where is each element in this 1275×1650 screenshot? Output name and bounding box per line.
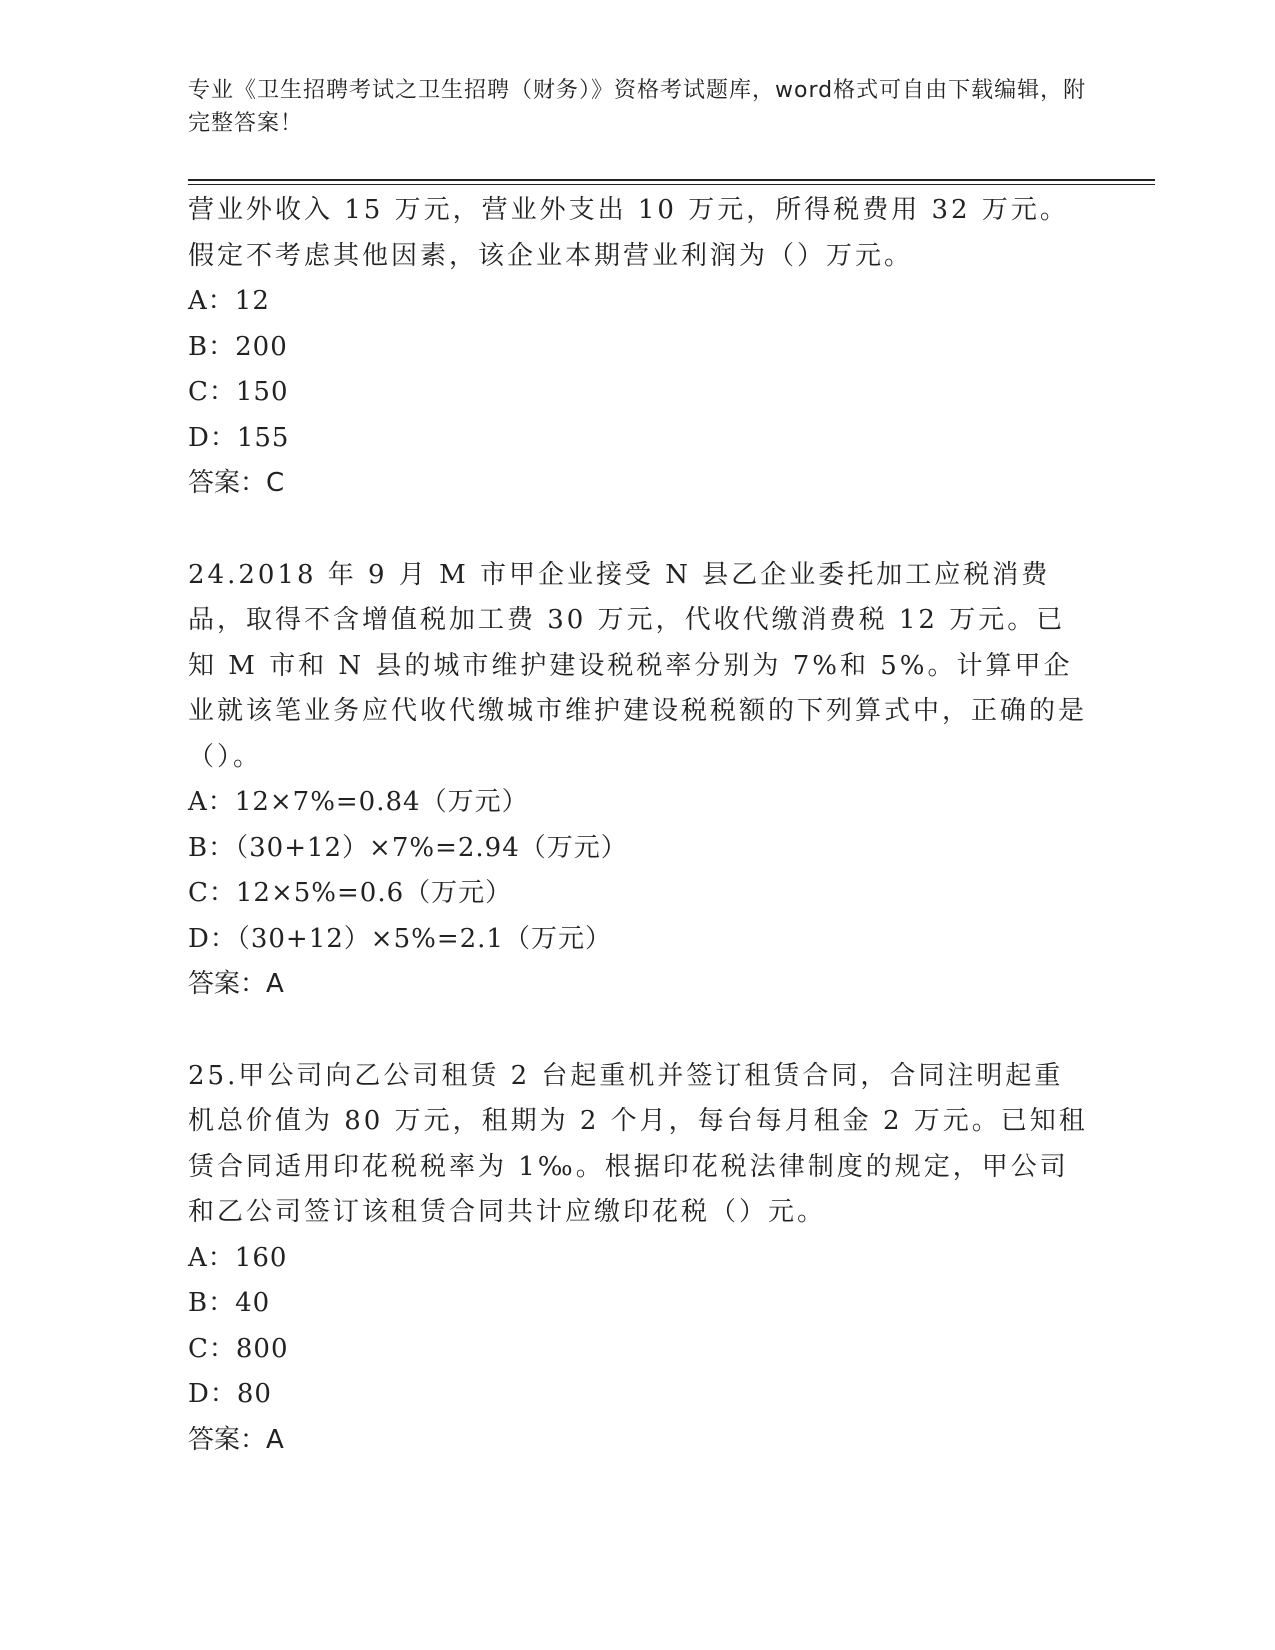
option-b: B：（30+12）×7%=2.94（万元） [188, 832, 628, 863]
option-d: D：155 [188, 422, 290, 453]
option-b: B：40 [188, 1288, 271, 1318]
option-a: A：12×7%=0.84（万元） [188, 787, 529, 817]
answer-line: 答案：A [188, 969, 284, 999]
header-rule-thin [188, 184, 1155, 185]
option-c: C：12×5%=0.6（万元） [188, 878, 513, 908]
option-c: C：800 [188, 1333, 289, 1364]
answer-line: 答案：C [188, 468, 285, 498]
document-header: 专业《卫生招聘考试之卫生招聘（财务）》资格考试题库，word格式可自由下载编辑，附完整答案！ [188, 78, 1087, 136]
question-block [188, 1054, 1088, 1464]
question-text: 营业外收入 15 万元，营业外支出 10 万元，所得税费用 32 万元。假定不考虑其他因素，该企业本期营业利润为（）万元。 [188, 195, 1069, 271]
option-a: A：12 [188, 286, 270, 316]
option-b: B：200 [188, 331, 288, 362]
option-d: D：（30+12）×5%=2.1（万元） [188, 923, 612, 954]
option-a: A：160 [188, 1242, 288, 1273]
question-block [188, 553, 1088, 1008]
answer-line: 答案：A [188, 1424, 284, 1455]
header-rule-thick [188, 179, 1155, 181]
option-d: D：80 [188, 1379, 272, 1409]
spacer [188, 1008, 1088, 1054]
option-c: C：150 [188, 377, 289, 407]
document-body [188, 188, 1088, 1463]
spacer [188, 507, 1088, 553]
question-text: 25.甲公司向乙公司租赁 2 台起重机并签订租赁合同，合同注明起重机总价值为 80 万元，租期为 2 个月，每台每月租金 2 万元。已知租赁合同适用印花税税率为 1‰。根据印花税法律制度的规定，甲公司和乙公司签订该租赁合同共计应缴印花税（）元。 [188, 1060, 1088, 1227]
question-text: 24.2018 年 9 月 M 市甲企业接受 N 县乙企业委托加工应税消费品，取得不含增值税加工费 30 万元，代收代缴消费税 12 万元。已知 M 市和 N 县的城市维护建设税税率分别为 7%和 5%。计算甲企业就该笔业务应代收代缴城市维护建设税税额的下列算式中，正确的是（）。 [188, 559, 1088, 772]
question-block [188, 188, 1088, 507]
